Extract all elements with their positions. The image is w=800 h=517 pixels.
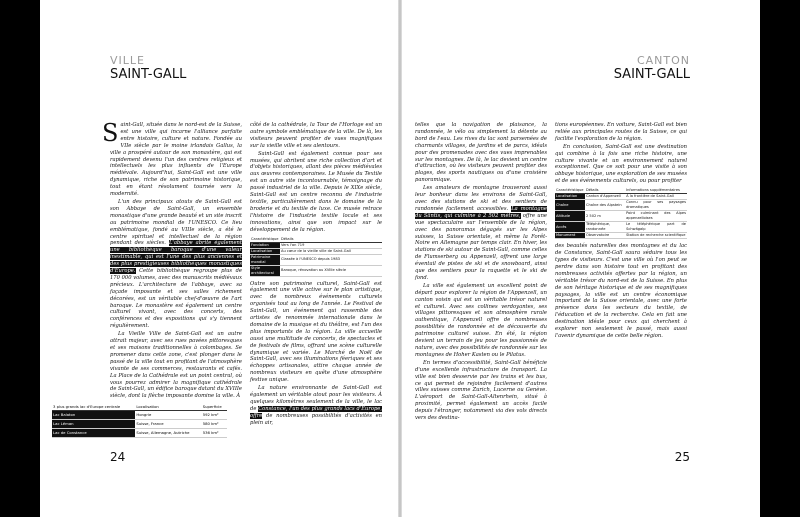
- table-cell: À la frontière de Saint-Gall: [625, 194, 687, 200]
- paragraph: telles que la navigation de plaisance, la randonnée, le vélo ou simplement la détente au bord de l'eau. Les rives du lac sont parsemées de charmants villages, de jardins et de parcs, idéals pour des promenades avec des vues imprenables sur les montagnes. De là, le lac devient un centre d'attraction, où les visiteurs peuvent profiter des plages, des sports nautiques ou d'une croisière panoramique.: [415, 122, 547, 184]
- table-cell: Au cœur de la vieille ville de Saint-Gall: [280, 248, 382, 254]
- table-cell: Suisse, France: [135, 420, 201, 429]
- paragraph: côté de la cathédrale, la Tour de l'Horloge est un autre symbole emblématique de la ville. De là, les visiteurs peuvent profiter de vues magnifiques sur la vieille ville et ses alentours.: [250, 122, 382, 149]
- left-kicker: VILLE: [110, 54, 145, 67]
- table-row: [555, 211, 687, 222]
- table-cell: Observatoire: [585, 233, 625, 239]
- table-cell: Localisation: [250, 248, 280, 254]
- table-cell: Monument: [555, 233, 585, 239]
- abbey-table: [250, 237, 382, 277]
- paragraph: En conclusion, Saint-Gall est une destination qui combine à la fois une riche histoire, une culture vivante et un environnement naturel exceptionnel. Que ce soit pour une visite à son abbaye historique, une exploration de ses musées et de ses événements culturels, ou pour profiter: [555, 143, 687, 185]
- paragraph: Saint-Gall est également connue pour ses musées, qui abritent une riche collection d'art et d'objets historiques, allant des pièces médiévales aux œuvres contemporaines. Le Musée du Textile est un autre site incontournable, témoignage du passé industriel de la ville. Depuis le XIXe siècle, Saint-Gall est un centre reconnu de l'industrie textile, particulièrement dans le domaine de la broderie et du textile de luxe. Ce musée retrace l'histoire de l'industrie textile locale et ses innovations, ainsi que son impact sur le développement de la région.: [250, 150, 382, 233]
- table-cell: Baroque, rénovation au XVIIIe siècle: [280, 265, 382, 276]
- left-title: SAINT-GALL: [110, 67, 187, 82]
- table-header: Caractéristique: [251, 236, 279, 241]
- right-heading: [614, 55, 690, 82]
- table-cell: Accès: [555, 222, 585, 233]
- table-cell: Fondation: [250, 242, 280, 248]
- table-cell: Altitude: [555, 211, 585, 222]
- page-number: 24: [110, 450, 126, 464]
- paragraph: Outre son patrimoine culturel, Saint-Gall est également une ville active sur le plan artistique, avec de nombreux événements culturels organisés tout au long de l'année. Le Festival de Saint-Gall, un événement qui rassemble des artistes de renommée internationale dans le domaine de la musique et du théâtre, est l'un des plus importants de la région. La ville accueille aussi une multitude de concerts, de spectacles et de festivals de films, offrant une scène culturelle dynamique et variée. Le Marché de Noël de Saint-Gall, avec ses illuminations féeriques et ses échoppes artisanales, attire chaque année de nombreux visiteurs en quête d'une atmosphère festive unique.: [250, 280, 382, 384]
- table-row: [250, 254, 382, 265]
- paragraph-text: Les amateurs de montagne trouveront aussi leur bonheur dans les environs de Saint-Gall, avec des stations de ski et des sentiers de randonnée facilement accessibles.: [415, 185, 547, 212]
- left-heading: [110, 55, 186, 82]
- left-column-1: [102, 119, 242, 422]
- table-row: [555, 233, 687, 239]
- paragraph: [415, 185, 547, 282]
- table-cell: Téléphérique, randonnée: [585, 222, 625, 233]
- table-cell: Lac Balaton: [52, 411, 135, 420]
- paragraph-text: aint-Gall, située dans le nord-est de la Suisse, est une ville qui incarne l'alliance parfaite entre histoire, culture et nature. Fondée au VIIe siècle par le moine irlandais Gallus, la ville a prospéré autour de son monastère, qui est rapidement devenu l'un des centres religieux et intellectuels les plus influents de l'Europe médiévale. Aujourd'hui, Saint-Gall est une ville dynamique, riche de son patrimoine historique, tout en étant résolument tournée vers la modernité.: [110, 122, 242, 198]
- table-header: 3 plus grands lac d'Europe centrale: [52, 404, 135, 411]
- paragraph: [110, 199, 242, 330]
- dropcap: S: [102, 119, 119, 147]
- paragraph: La ville est également un excellent point de départ pour explorer la région de l'Appenzell, un canton voisin qui est un véritable trésor naturel et culturel. Avec ses collines verdoyantes, ses villages pittoresques et son atmosphère rurale authentique, l'Appenzell offre de nombreuses possibilités de randonnée et de découverte du patrimoine culturel suisse. En été, la région devient un terrain de jeu pour les passionnés de nature, avec des possibilités de randonnée sur les montagnes de Hoher Kasten ou le Pilatus.: [415, 282, 547, 358]
- table-row: [555, 200, 687, 211]
- table-cell: 536 km²: [202, 429, 227, 438]
- highlighted-text: L'abbaye abrite également une bibliothèque baroque d'une valeur inestimable, qui est l'une des plus anciennes et des plus prestigieuses bibliothèques monastiques d'Europe.: [110, 240, 242, 275]
- paragraph-text: La nature environnante de Saint-Gall est également un véritable atout pour les visiteurs. À quelques kilomètres seulement de la ville, le lac de: [250, 385, 382, 412]
- table-cell: Chaîne des Alpstein: [585, 200, 625, 211]
- table-cell: Canton d'Appenzell: [585, 194, 625, 200]
- highlighted-text: La montagne du Säntis, qui culmine à 2 502 mètres,: [415, 205, 548, 219]
- right-column-1: [415, 122, 547, 507]
- paragraph-text: L'un des principaux atouts de Saint-Gall est son Abbaye de Saint-Gall, un ensemble monastique d'une grande beauté et un site inscrit au patrimoine mondial de l'UNESCO. Ce lieu emblématique, fondé au VIIIe siècle, a été le centre spirituel et intellectuel de la région pendant des siècles.: [110, 198, 242, 247]
- right-page: [400, 0, 760, 517]
- paragraph-text: Cette bibliothèque regroupe plus de 170 000 volumes, avec des manuscrits médiévaux précieux. L'architecture de l'abbaye, avec sa façade imposante et ses salles richement décorées, est un véritable chef-d'œuvre de l'art baroque. Le monastère est également un centre culturel vivant, avec des concerts, des conférences et des expositions qui s'y tiennent régulièrement.: [110, 268, 242, 330]
- table-cell: Point culminant des Alpes appenzelloises: [626, 211, 686, 221]
- lakes-table: [52, 404, 227, 438]
- paragraph: La Vieille Ville de Saint-Gall est un autre attrait majeur, avec ses rues pavées pittoresques et ses maisons traditionnelles à colombages. Se promener dans cette zone, c'est plonger dans le passé de la ville tout en profitant de l'atmosphère vivante de ses commerces, restaurants et cafés. La Place de la Cathédrale est un point central, où vous pourrez admirer la magnifique cathédrale de Saint-Gall, un édifice baroque datant du XVIIIe siècle, dont la flèche imposante domine la ville. À: [110, 331, 242, 400]
- right-title: SAINT-GALL: [613, 67, 690, 82]
- table-cell: Chaîne: [555, 200, 585, 211]
- left-page: [40, 0, 400, 517]
- table-cell: Connu pour ses paysages dramatiques: [626, 200, 686, 210]
- table-cell: Vers l'an 719: [280, 242, 382, 248]
- table-cell: 592 km²: [202, 411, 227, 420]
- table-cell: Station de recherche scientifique: [626, 233, 686, 238]
- right-column-2: [555, 122, 687, 462]
- table-cell: Classée à l'UNESCO depuis 1983: [280, 254, 382, 265]
- table-row: [52, 420, 227, 429]
- table-row: [555, 222, 687, 233]
- table-cell: Style architectural: [250, 265, 280, 276]
- paragraph: En termes d'accessibilité, Saint-Gall bénéficie d'une excellente infrastructure de transport. La ville est bien desservie par les trains et les bus, ce qui permet de rejoindre facilement d'autres villes suisses comme Zurich, Lucerne ou Genève. L'aéroport de Saint-Gall-Altenrhein, situé à proximité, permet également un accès facile depuis l'étranger, notamment via des vols directs vers des destina-: [415, 359, 547, 422]
- table-row: [52, 429, 227, 438]
- paragraph: tions européennes. En voiture, Saint-Gall est bien reliée aux principales routes de la Suisse, ce qui facilite l'exploration de la région.: [555, 122, 687, 142]
- table-cell: Hongrie: [135, 411, 201, 420]
- paragraph: [250, 385, 382, 426]
- table-header: Caractéristique: [556, 188, 584, 193]
- paragraph: des beautés naturelles des montagnes et du lac de Constance, Saint-Gall saura séduire tous les types de visiteurs. C'est une ville où l'on peut se perdre dans son histoire tout en profitant des nombreuses activités offertes par la région, un véritable trésor du nord-est de la Suisse. En plus de son héritage historique et de ses magnifiques paysages, la ville est un centre économique important de la Suisse orientale, avec une forte présence dans les secteurs du textile, de l'éducation et de la recherche. Cela en fait une destination idéale pour ceux qui cherchent à explorer non seulement le passé, mais aussi l'avenir dynamique de cette belle région.: [555, 243, 687, 339]
- table-cell: Lac Léman: [52, 420, 135, 429]
- table-cell: 580 km²: [202, 420, 227, 429]
- table-header: Informations supplémentaires: [625, 188, 687, 194]
- table-cell: Localisation: [555, 194, 585, 200]
- table-header: Détails: [585, 188, 625, 194]
- table-cell: Le téléphérique part de Schwägalp: [626, 222, 686, 232]
- table-header: Superficie: [202, 404, 227, 411]
- table-row: [52, 411, 227, 420]
- paragraph: [102, 119, 242, 198]
- table-cell: Patrimoine mondial: [250, 254, 280, 265]
- paragraph-text: offre une vue spectaculaire sur l'ensemble de la région, avec des panoramas dégagés sur les Alpes suisses, la Suisse orientale, et même la Forêt-Noire en Allemagne par temps clair. En hiver, les stations de ski autour de Saint-Gall, comme celles de Flumserberg ou Appenzell, offrent une large éventail de pistes de ski et de snowboard, ainsi que des sentiers pour la raquette et le ski de fond.: [415, 212, 547, 281]
- table-header: Localisation: [135, 404, 201, 411]
- table-cell: 2 502 m: [585, 211, 625, 222]
- spine-gutter: [398, 0, 402, 517]
- highlighted-text: Constance, l'un des plus grands lacs d'Europe, offre: [250, 405, 382, 419]
- table-cell: Suisse, Allemagne, Autriche: [135, 429, 201, 438]
- lakes-table-wrap: [52, 404, 227, 438]
- left-column-2: [250, 122, 382, 450]
- table-header: Détails: [280, 237, 382, 243]
- page-number: 25: [674, 450, 690, 464]
- table-row: [250, 265, 382, 276]
- santis-table: [555, 188, 687, 239]
- table-cell: Lac de Constance: [52, 429, 135, 438]
- paragraph-text: de nombreuses possibilités d'activités en plein air,: [250, 412, 382, 426]
- right-kicker: CANTON: [636, 54, 690, 67]
